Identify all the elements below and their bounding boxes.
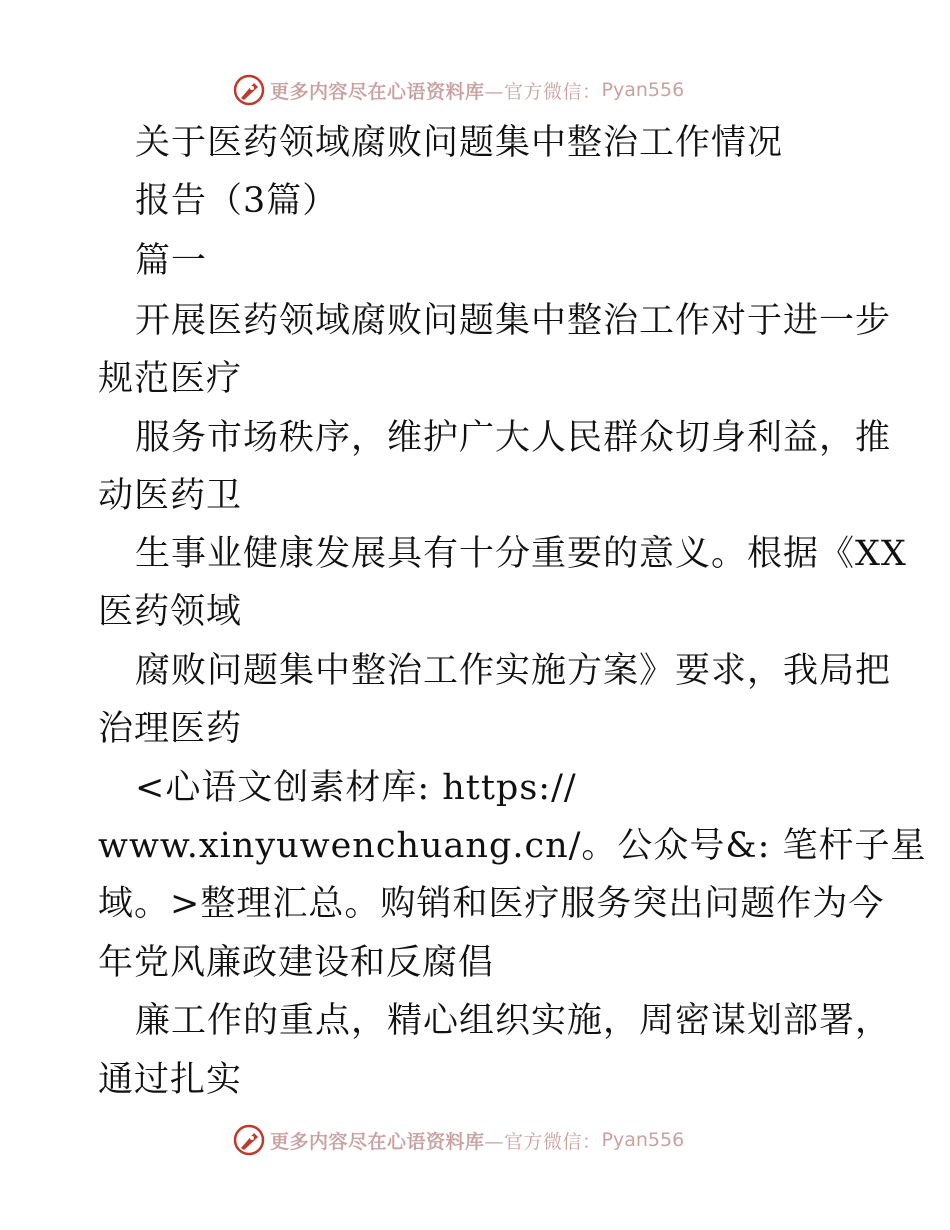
paragraph-line: 廉工作的重点，精心组织实施，周密谋划部署， — [135, 1001, 892, 1041]
pen-nib-logo-icon — [232, 73, 266, 107]
document-title-line-2: 报告（3篇） — [135, 181, 339, 221]
watermark-wechat-id: Pyan556 — [601, 79, 685, 101]
watermark-brand-text: 更多内容尽在心语资料库 — [270, 1130, 485, 1153]
paragraph-line: 医药领域 — [98, 592, 243, 632]
watermark-brand-text: 更多内容尽在心语资料库 — [270, 80, 485, 103]
paragraph-line: <心语文创素材库: https:// — [135, 768, 577, 808]
header-watermark-banner — [232, 72, 712, 108]
section-heading: 篇一 — [135, 241, 208, 281]
paragraph-line: 规范医疗 — [98, 359, 243, 399]
pen-nib-logo-icon — [232, 1123, 266, 1157]
paragraph-line: 治理医药 — [98, 709, 243, 749]
paragraph-line: www.xinyuwenchuang.cn/。公众号&: 笔杆子星 — [98, 826, 927, 866]
paragraph-line: 动医药卫 — [98, 476, 243, 516]
watermark-official-label: —官方微信： — [484, 80, 602, 103]
watermark-official-label: —官方微信： — [484, 1130, 602, 1153]
paragraph-line: 域。>整理汇总。购销和医疗服务突出问题作为今 — [98, 884, 885, 924]
paragraph-line: 通过扎实 — [98, 1060, 243, 1100]
document-title-line-1: 关于医药领域腐败问题集中整治工作情况 — [135, 123, 784, 163]
watermark-wechat-id: Pyan556 — [601, 1129, 685, 1151]
paragraph-line: 生事业健康发展具有十分重要的意义。根据《XX — [135, 534, 907, 574]
paragraph-line: 开展医药领域腐败问题集中整治工作对于进一步 — [135, 301, 892, 341]
footer-watermark-banner — [232, 1122, 712, 1158]
paragraph-line: 腐败问题集中整治工作实施方案》要求，我局把 — [135, 651, 892, 691]
paragraph-line: 服务市场秩序，维护广大人民群众切身利益，推 — [135, 418, 892, 458]
paragraph-line: 年党风廉政建设和反腐倡 — [98, 943, 495, 983]
